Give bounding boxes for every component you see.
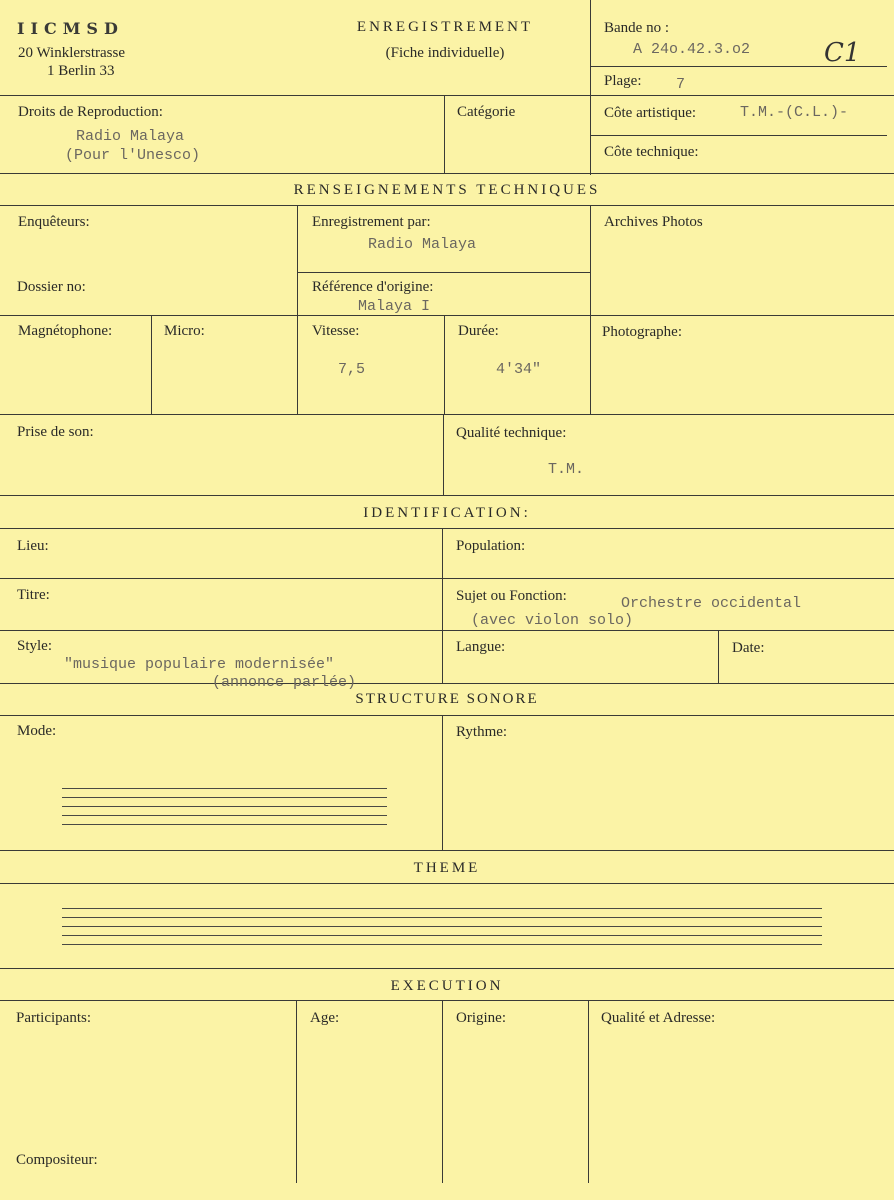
bande-label: Bande no :: [604, 20, 669, 36]
address-line-2: 1 Berlin 33: [47, 63, 115, 79]
address-line-1: 20 Winklerstrasse: [18, 45, 126, 61]
rule: [0, 968, 894, 969]
vitesse-value[interactable]: 7,5: [338, 361, 366, 378]
compositeur-label: Compositeur:: [16, 1152, 98, 1168]
bande-value[interactable]: A 24o.42.3.o2: [633, 41, 751, 58]
rule: [444, 96, 445, 174]
photographe-label: Photographe:: [602, 324, 682, 340]
prise-de-son-label: Prise de son:: [17, 424, 94, 440]
style-value-2[interactable]: (annonce parlée): [212, 674, 357, 691]
langue-label: Langue:: [456, 639, 506, 655]
age-label: Age:: [310, 1010, 340, 1026]
rule: [590, 135, 887, 136]
form-title: ENREGISTREMENT: [356, 19, 534, 35]
rule: [296, 1001, 297, 1183]
rule: [590, 0, 591, 175]
handwritten-annotation: C1: [824, 38, 861, 68]
rule: [442, 529, 443, 684]
participants-label: Participants:: [16, 1010, 91, 1026]
micro-label: Micro:: [164, 323, 205, 339]
plage-value[interactable]: 7: [676, 76, 686, 93]
rule: [0, 205, 894, 206]
rule: [442, 1001, 443, 1183]
date-label: Date:: [732, 640, 765, 656]
institution-logo: IICMSD: [17, 19, 124, 38]
archives-photos-label: Archives Photos: [604, 214, 703, 230]
rule: [297, 206, 298, 415]
rule: [0, 95, 894, 96]
rythme-label: Rythme:: [456, 724, 508, 740]
qualite-technique-value[interactable]: T.M.: [548, 461, 585, 478]
section-heading-technique: RENSEIGNEMENTS TECHNIQUES: [293, 182, 601, 198]
droits-value-1[interactable]: Radio Malaya: [76, 128, 185, 145]
lieu-label: Lieu:: [17, 538, 49, 554]
section-heading-theme: THEME: [413, 860, 481, 876]
rule: [718, 631, 719, 684]
rule: [0, 1000, 894, 1001]
rule: [588, 1001, 589, 1183]
section-heading-identification: IDENTIFICATION:: [363, 505, 531, 521]
rule: [0, 630, 894, 631]
form-subtitle: (Fiche individuelle): [385, 45, 505, 61]
dossier-label: Dossier no:: [17, 279, 86, 295]
rule: [0, 414, 894, 415]
duree-value[interactable]: 4'34": [496, 361, 542, 378]
rule: [0, 528, 894, 529]
rule: [151, 316, 152, 415]
style-label: Style:: [17, 638, 53, 654]
rule: [0, 315, 894, 316]
rule: [0, 883, 894, 884]
rule: [0, 173, 894, 174]
droits-value-2[interactable]: (Pour l'Unesco): [65, 147, 201, 164]
enqueteurs-label: Enquêteurs:: [18, 214, 90, 230]
rule: [0, 578, 894, 579]
magnetophone-label: Magnétophone:: [18, 323, 113, 339]
sujet-value-2[interactable]: (avec violon solo): [471, 612, 634, 629]
section-heading-execution: EXECUTION: [390, 978, 504, 994]
reference-value[interactable]: Malaya I: [358, 298, 431, 315]
categorie-label: Catégorie: [457, 104, 516, 120]
rule: [442, 716, 443, 851]
style-value-1[interactable]: "musique populaire modernisée": [64, 656, 335, 673]
cote-artistique-label: Côte artistique:: [604, 105, 697, 121]
section-heading-structure: STRUCTURE SONORE: [355, 691, 539, 707]
titre-label: Titre:: [17, 587, 50, 603]
rule: [444, 316, 445, 415]
rule: [298, 272, 590, 273]
vitesse-label: Vitesse:: [312, 323, 360, 339]
qualite-adresse-label: Qualité et Adresse:: [601, 1010, 716, 1026]
sujet-value-1[interactable]: Orchestre occidental: [621, 595, 802, 612]
enregistrement-par-value[interactable]: Radio Malaya: [368, 236, 477, 253]
population-label: Population:: [456, 538, 526, 554]
cote-artistique-value[interactable]: T.M.-(C.L.)-: [740, 104, 849, 121]
plage-label: Plage:: [604, 73, 642, 89]
reference-label: Référence d'origine:: [312, 279, 434, 295]
droits-label: Droits de Reproduction:: [18, 104, 163, 120]
rule: [0, 715, 894, 716]
mode-label: Mode:: [17, 723, 57, 739]
sujet-label: Sujet ou Fonction:: [456, 588, 567, 604]
rule: [443, 415, 444, 496]
origine-label: Origine:: [456, 1010, 506, 1026]
rule: [0, 850, 894, 851]
enregistrement-par-label: Enregistrement par:: [312, 214, 431, 230]
duree-label: Durée:: [458, 323, 499, 339]
rule: [0, 683, 894, 684]
rule: [590, 206, 591, 415]
cote-technique-label: Côte technique:: [604, 144, 699, 160]
rule: [0, 495, 894, 496]
qualite-technique-label: Qualité technique:: [456, 425, 567, 441]
